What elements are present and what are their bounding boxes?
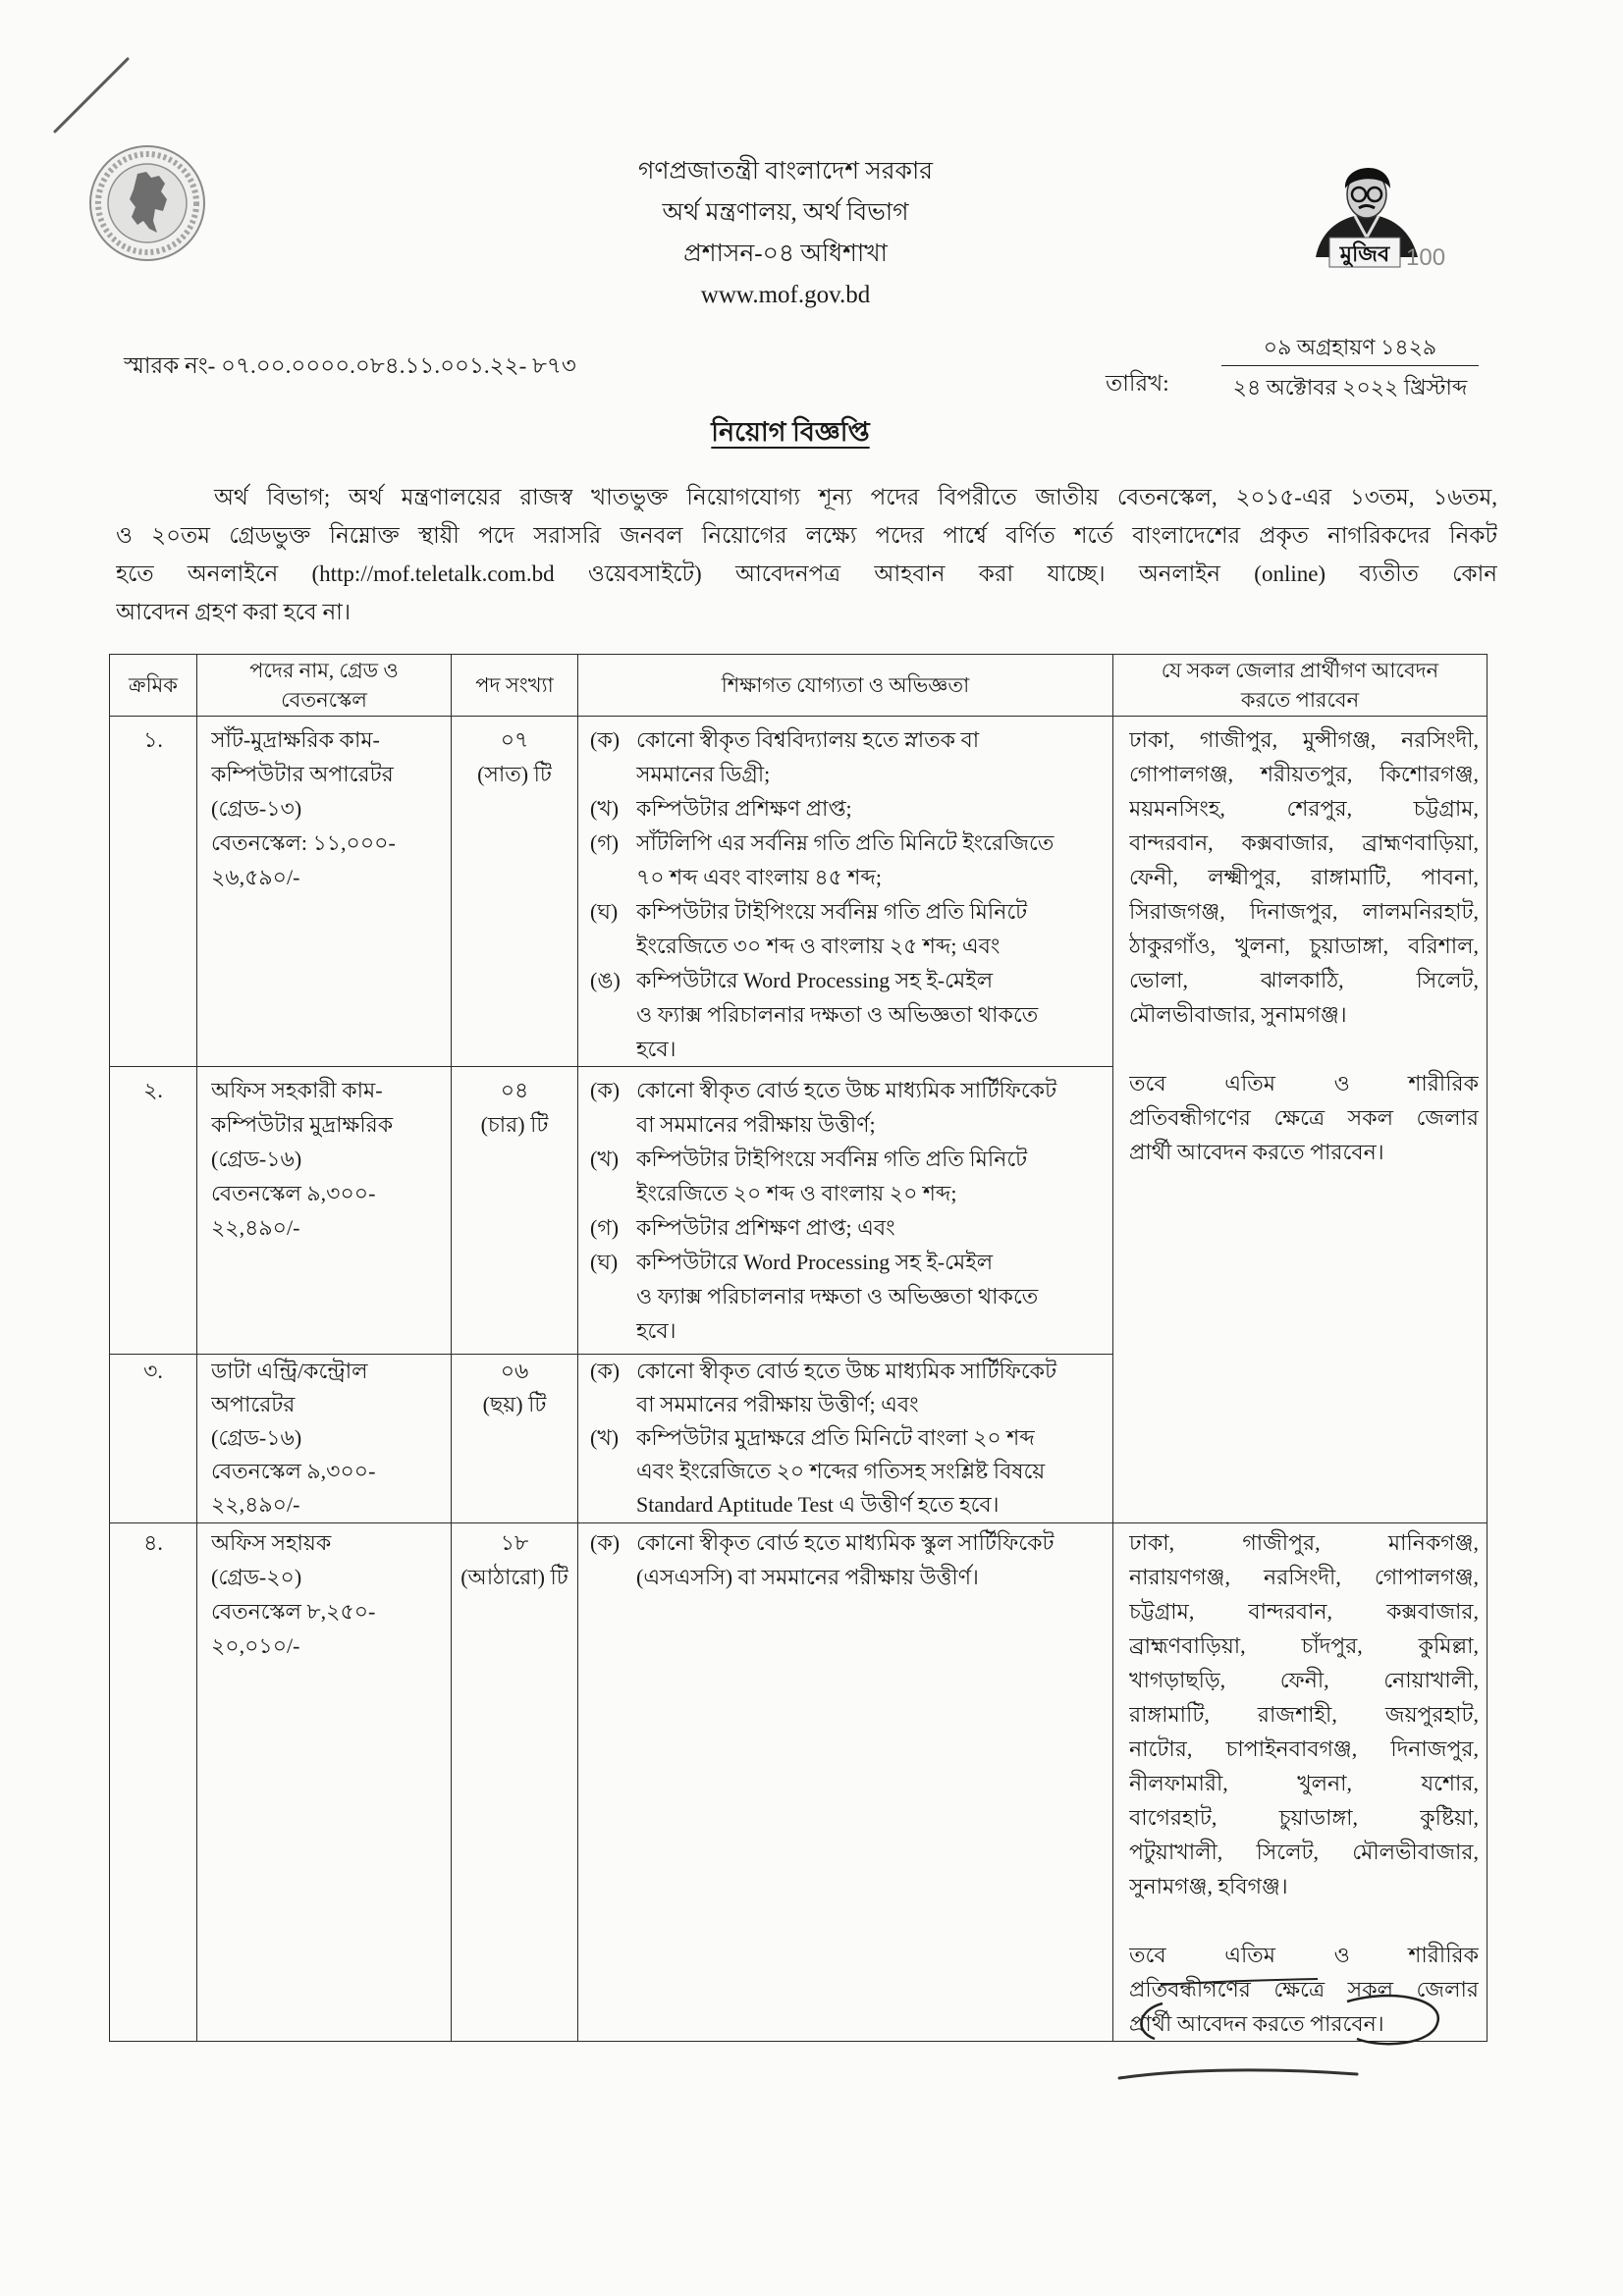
text-line: (গ্রেড-২০) [211,1565,302,1589]
qualification-item [590,791,1105,826]
table-header-row [110,655,1488,717]
text-line: ১৮ [500,1530,529,1555]
qualification-item [590,1355,1105,1421]
text-line: বান্দরবান, কক্সবাজার, ব্রাহ্মণবাড়িয়া, [1129,830,1479,855]
qualification-cell [578,1067,1113,1355]
text-line: ও ২০তম গ্রেডভুক্ত নিম্নোক্ত স্থায়ী পদে সরাসরি জনবল নিয়োগের লক্ষ্যে পদের পার্শ্বে বর্ণিত শর্তে বাংলাদেশের প্রকৃত নাগরিকদের নিকট [116,523,1497,548]
serial-number: ৪. [143,1530,163,1555]
text-line: আবেদন গ্রহণ করা হবে না। [116,600,352,624]
text-line: ০৬ [500,1359,529,1383]
text-line: কম্পিউটার মুদ্রাক্ষরিক [211,1112,394,1137]
text-line: ভোলা, ঝালকাঠি, সিলেট, [1129,968,1479,992]
government-seal-icon [86,142,208,264]
item-text [636,1355,1105,1421]
date-gregorian: ২৪ অক্টোবর ২০২২ খ্রিস্টাব্দ [1232,375,1468,400]
text-line: (আঠারো) টি [460,1565,568,1589]
item-label: (গ) [590,830,620,855]
qualification-item [590,722,1105,791]
date-label: তারিখ: [1106,371,1169,396]
post-count-cell [452,1355,578,1523]
qualification-item [590,1210,1105,1245]
spacer [1129,1903,1479,1938]
text-line: ক্রমিক [129,673,178,697]
text-line: ০৪ [500,1078,529,1102]
text-line: অর্থ বিভাগ; অর্থ মন্ত্রণালয়ের রাজস্ব খাতভুক্ত নিয়োগযোগ্য শূন্য পদের বিপরীতে জাতীয় বেতনস্কেল, ২০১৫-এর ১৩তম, ১৬তম, [214,485,1497,509]
district-list [1129,722,1479,1032]
text-line: সমমানের ডিগ্রী; [636,762,771,786]
serial-number: ৩. [143,1359,163,1383]
item-label: (গ) [590,1215,620,1240]
text-line: ঠাকুরগাঁও, খুলনা, চুয়াডাঙ্গা, বরিশাল, [1129,934,1479,958]
text-line: বা সমমানের পরীক্ষায় উত্তীর্ণ; এবং [636,1392,919,1416]
item-text [636,1142,1105,1210]
qualification-item [590,1421,1105,1522]
header-count [452,655,578,717]
header-districts [1113,655,1488,717]
text-line: যে সকল জেলার প্রার্থীগণ আবেদন [1161,659,1439,682]
item-label: (ক) [590,727,621,752]
letterhead [491,151,1080,316]
mujib-logo-number: 100 [1406,244,1446,271]
text-line: বেতনস্কেল [281,688,367,712]
item-label: (খ) [590,796,620,821]
text-line: Standard Aptitude Test এ উত্তীর্ণ হতে হবে। [636,1492,1000,1517]
text-line: বেতনস্কেল ৯,৩০০- [211,1181,376,1205]
district-note [1129,1066,1479,1169]
text-line: প্রতিবন্ধীগণের ক্ষেত্রে সকল জেলার [1129,1977,1479,2002]
text-line: পটুয়াখালী, সিলেট, মৌলভীবাজার, [1129,1840,1479,1864]
text-line: ফেনী, লক্ষ্মীপুর, রাঙ্গামাটি, পাবনা, [1129,865,1479,889]
eligible-districts-cell [1113,717,1488,1523]
item-text [636,791,1105,826]
serial-cell [110,717,197,1067]
text-line: বেতনস্কেল ৯,৩০০- [211,1459,376,1483]
item-text [636,1245,1105,1348]
serial-cell [110,1523,197,2042]
text-line: হবে। [636,1037,676,1061]
post-name-cell [197,717,452,1067]
text-line: কম্পিউটার প্রশিক্ষণ প্রাপ্ত; এবং [636,1215,895,1240]
item-label: (ক) [590,1530,621,1555]
text-line: হতে অনলাইনে (http://mof.teletalk.com.bd ওয়েবসাইটে) আবেদনপত্র আহবান করা যাচ্ছে। অনলাইন (online) ব্যতীত কোন [116,561,1497,586]
text-line: কোনো স্বীকৃত বিশ্ববিদ্যালয় হতে স্নাতক বা [636,727,980,752]
text-line: কম্পিউটার অপারেটর [211,762,394,786]
text-line: তবে এতিম ও শারীরিক [1129,1071,1479,1095]
qualification-item [590,1525,1105,1594]
text-line: কোনো স্বীকৃত বোর্ড হতে মাধ্যমিক স্কুল সার্টিফিকেট [636,1530,1055,1555]
text-line: অফিস সহকারী কাম- [211,1078,383,1102]
text-line: (গ্রেড-১৩) [211,796,302,821]
text-line: সুনামগঞ্জ, হবিগঞ্জ। [1129,1874,1288,1898]
district-list [1129,1525,1479,1903]
item-text [636,1525,1105,1594]
text-line: কম্পিউটার টাইপিংয়ে সর্বনিম্ন গতি প্রতি মিনিটে [636,1147,1028,1171]
text-line: ২২,৪৯০/- [211,1492,300,1517]
text-line: বাগেরহাট, চুয়াডাঙ্গা, কুষ্টিয়া, [1129,1805,1479,1830]
header-qualification [578,655,1113,717]
qualification-item [590,1073,1105,1142]
item-text [636,826,1105,894]
post-name-cell [197,1067,452,1355]
qualification-item [590,1245,1105,1348]
header-post [197,655,452,717]
text-line: চট্টগ্রাম, বান্দরবান, কক্সবাজার, [1129,1599,1479,1624]
text-line: ২২,৪৯০/- [211,1215,300,1240]
text-line: ০৭ [500,727,529,752]
qualification-item [590,894,1105,963]
text-line: ডাটা এন্ট্রি/কন্ট্রোল [211,1359,368,1383]
text-line: ইংরেজিতে ৩০ শব্দ ও বাংলায় ২৫ শব্দ; এবং [636,934,1001,958]
branch-name: প্রশাসন-০৪ অধিশাখা [683,240,888,267]
text-line: বা সমমানের পরীক্ষায় উত্তীর্ণ; [636,1112,876,1137]
item-label: (ঘ) [590,899,619,924]
text-line: সিরাজগঞ্জ, দিনাজপুর, লালমনিরহাট, [1129,899,1479,924]
text-line: ও ফ্যাক্স পরিচালনার দক্ষতা ও অভিজ্ঞতা থাকতে [636,1002,1039,1027]
post-count-cell [452,717,578,1067]
text-line: ৭০ শব্দ এবং বাংলায় ৪৫ শব্দ; [636,865,882,889]
qualification-item [590,963,1105,1066]
text-line: (গ্রেড-১৬) [211,1425,302,1450]
text-line: অফিস সহায়ক [211,1530,332,1555]
text-line: গোপালগঞ্জ, শরীয়তপুর, কিশোরগঞ্জ, [1129,762,1479,786]
ministry-name: অর্থ মন্ত্রণালয়, অর্থ বিভাগ [662,199,909,226]
text-line: প্রতিবন্ধীগণের ক্ষেত্রে সকল জেলার [1129,1105,1479,1130]
notice-title-text: নিয়োগ বিজ্ঞপ্তি [711,417,870,447]
text-line: নাটোর, চাপাইনবাবগঞ্জ, দিনাজপুর, [1129,1736,1479,1761]
item-text [636,1073,1105,1142]
qualification-item [590,1142,1105,1210]
text-line: কম্পিউটার টাইপিংয়ে সর্বনিম্ন গতি প্রতি মিনিটে [636,899,1028,924]
date-bangla: ০৯ অগ্রহায়ণ ১৪২৯ [1221,330,1479,366]
item-label: (ঘ) [590,1250,619,1274]
mujib-borsho-logo-icon [1306,147,1478,275]
text-line: প্রার্থী আবেদন করতে পারবেন। [1129,1140,1384,1164]
notice-title [589,412,992,452]
qualification-cell [578,1355,1113,1523]
text-line: ঢাকা, গাজীপুর, মুন্সীগঞ্জ, নরসিংদী, [1129,727,1479,752]
text-line: (চার) টি [480,1112,549,1137]
signature-scribble [1100,1958,1512,2096]
text-line: ও ফ্যাক্স পরিচালনার দক্ষতা ও অভিজ্ঞতা থাকতে [636,1284,1039,1308]
text-line: বেতনস্কেল ৮,২৫০- [211,1599,376,1624]
text-line: (এসএসসি) বা সমমানের পরীক্ষায় উত্তীর্ণ। [636,1565,979,1589]
text-line: নীলফামারী, খুলনা, যশোর, [1129,1771,1479,1795]
item-label: (ঙ) [590,968,621,992]
item-text [636,963,1105,1066]
text-line: (গ্রেড-১৬) [211,1147,302,1171]
post-count-cell [452,1067,578,1355]
memo-number: স্মারক নং- ০৭.০০.০০০০.০৮৪.১১.০০১.২২- ৮৭৩ [124,353,576,378]
text-line: নারায়ণগঞ্জ, নরসিংদী, গোপালগঞ্জ, [1129,1565,1479,1589]
text-line: কম্পিউটারে Word Processing সহ ই-মেইল [636,968,994,992]
text-line: প্রার্থী আবেদন করতে পারবেন। [1129,2011,1384,2036]
text-line: রাঙ্গামাটি, রাজশাহী, জয়পুরহাট, [1129,1702,1479,1727]
intro-paragraph [116,478,1497,631]
mujib-logo-word: মুজিব [1339,241,1390,266]
item-text [636,1210,1105,1245]
text-line: ২৬,৫৯০/- [211,865,300,889]
table-row [110,717,1488,1067]
post-name-cell [197,1523,452,2042]
serial-cell [110,1067,197,1355]
serial-number: ১. [143,727,163,752]
text-line: কম্পিউটার প্রশিক্ষণ প্রাপ্ত; [636,796,852,821]
text-line: ব্রাহ্মণবাড়িয়া, চাঁদপুর, কুমিল্লা, [1129,1633,1479,1658]
item-text [636,1421,1105,1522]
text-line: ঢাকা, গাজীপুর, মানিকগঞ্জ, [1129,1530,1479,1555]
pen-stroke-mark [39,49,147,147]
text-line: ইংরেজিতে ২০ শব্দ ও বাংলায় ২০ শব্দ; [636,1181,957,1205]
text-line: সাঁটলিপি এর সর্বনিম্ন গতি প্রতি মিনিটে ইংরেজিতে [636,830,1055,855]
text-line: ২০,০১০/- [211,1633,300,1658]
text-line: (ছয়) টি [482,1392,547,1416]
text-line: কোনো স্বীকৃত বোর্ড হতে উচ্চ মাধ্যমিক সার্টিফিকেট [636,1359,1057,1383]
government-name: গণপ্রজাতন্ত্রী বাংলাদেশ সরকার [637,158,934,185]
qualification-item [590,826,1105,894]
post-count-cell [452,1523,578,2042]
item-label: (খ) [590,1425,620,1450]
text-line: কম্পিউটারে Word Processing সহ ই-মেইল [636,1250,994,1274]
text-line: সাঁট-মুদ্রাক্ষরিক কাম- [211,727,380,752]
text-line: অপারেটর [211,1392,296,1416]
text-line: বেতনস্কেল: ১১,০০০- [211,830,396,855]
qualification-cell [578,717,1113,1067]
serial-cell [110,1355,197,1523]
text-line: কোনো স্বীকৃত বোর্ড হতে উচ্চ মাধ্যমিক সার্টিফিকেট [636,1078,1057,1102]
vacancy-table [109,654,1488,2042]
item-label: (খ) [590,1147,620,1171]
text-line: হবে। [636,1318,676,1343]
website-text: www.mof.gov.bd [700,282,871,308]
text-line: (সাত) টি [477,762,552,786]
text-line: পদের নাম, গ্রেড ও [249,659,399,682]
text-line: শিক্ষাগত যোগ্যতা ও অভিজ্ঞতা [721,673,970,697]
post-name-cell [197,1355,452,1523]
item-text [636,894,1105,963]
item-label: (ক) [590,1359,621,1383]
text-line: পদ সংখ্যা [475,673,554,697]
text-line: এবং ইংরেজিতে ২০ শব্দের গতিসহ সংশ্লিষ্ট বিষয়ে [636,1459,1046,1483]
text-line: করতে পারবেন [1240,688,1360,712]
serial-number: ২. [143,1078,163,1102]
text-line: মৌলভীবাজার, সুনামগঞ্জ। [1129,1002,1347,1027]
text-line: কম্পিউটার মুদ্রাক্ষরে প্রতি মিনিটে বাংলা ২০ শব্দ [636,1425,1035,1450]
text-line: খাগড়াছড়ি, ফেনী, নোয়াখালী, [1129,1668,1479,1692]
text-line: ময়মনসিংহ, শেরপুর, চট্টগ্রাম, [1129,796,1479,821]
text-line: তবে এতিম ও শারীরিক [1129,1943,1479,1967]
item-text [636,722,1105,791]
qualification-cell [578,1523,1113,2042]
spacer [1129,1032,1479,1066]
item-label: (ক) [590,1078,621,1102]
header-serial [110,655,197,717]
